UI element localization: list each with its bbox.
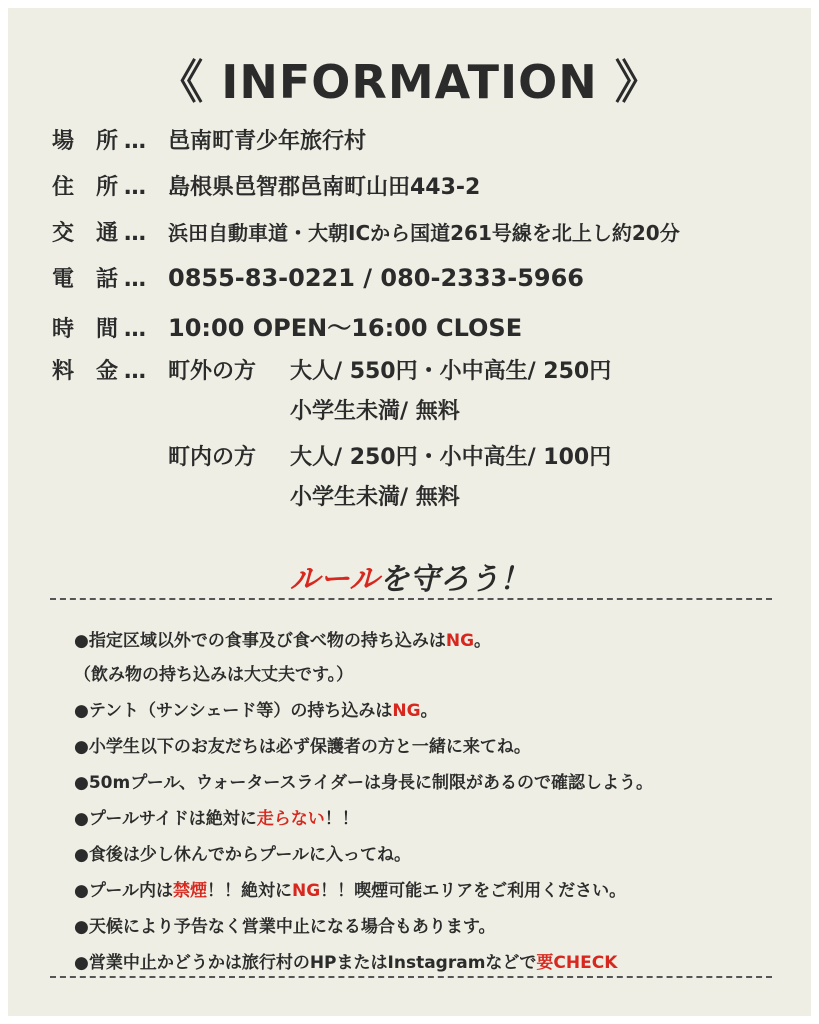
- info-value: 0855-83-0221 / 080-2333-5966: [168, 264, 585, 292]
- fee-who: 町内の方: [168, 445, 257, 470]
- info-dots: …: [124, 267, 146, 292]
- rule-item: ●テント（サンシェード等）の持ち込みはNG。: [74, 701, 438, 721]
- info-label: 住 所: [52, 175, 119, 200]
- fee-line: 小学生未満/ 無料: [290, 485, 460, 510]
- info-label: 電 話: [52, 267, 119, 292]
- info-dots: …: [124, 317, 146, 342]
- info-label: 場 所: [52, 129, 119, 154]
- info-dots: …: [124, 359, 146, 384]
- fee-prices: 大人/ 550円・小中高生/ 250円: [290, 359, 612, 384]
- rule-item: ●天候により予告なく営業中止になる場合もあります。: [74, 917, 496, 937]
- rule-item: （飲み物の持ち込みは大丈夫です。）: [74, 665, 354, 685]
- rule-item: ●指定区域以外での食事及び食べ物の持ち込みはNG。: [74, 631, 492, 651]
- divider-top: [50, 598, 772, 600]
- info-row-fee: [52, 354, 168, 385]
- page-title: 《 INFORMATION 》: [157, 55, 662, 109]
- info-row-hours: [52, 308, 522, 343]
- info-value: 10:00 OPEN〜16:00 CLOSE: [168, 314, 523, 342]
- divider-bottom: [50, 976, 772, 978]
- rule-item: ●プール内は禁煙！！絶対にNG！！喫煙可能エリアをご利用ください。: [74, 881, 627, 901]
- rule-item: ●50mプール、ウォータースライダーは身長に制限があるので確認しよう。: [74, 773, 653, 793]
- rule-item: ●営業中止かどうかは旅行村のHPまたはInstagramなどで要CHECK: [74, 953, 618, 973]
- rules-heading-red: ルール: [289, 562, 380, 597]
- info-row-access: [52, 216, 680, 247]
- info-dots: …: [124, 221, 146, 246]
- rules-heading-rest: を守ろう！: [379, 562, 530, 597]
- information-card: [8, 8, 811, 1016]
- fee-line: [168, 354, 611, 385]
- fee-line: [168, 440, 611, 471]
- info-value: 浜田自動車道・大朝ICから国道261号線を北上し約20分: [168, 221, 680, 245]
- rule-item: ●小学生以下のお友だちは必ず保護者の方と一緒に来てね。: [74, 737, 531, 757]
- fee-who: 町外の方: [168, 359, 257, 384]
- info-label: 交 通: [52, 221, 119, 246]
- fee-prices: 大人/ 250円・小中高生/ 100円: [290, 445, 612, 470]
- info-row-place: [52, 124, 366, 155]
- info-dots: …: [124, 129, 146, 154]
- info-label: 時 間: [52, 317, 119, 342]
- info-label: 料 金: [52, 359, 119, 384]
- rule-item: ●食後は少し休んでからプールに入ってね。: [74, 845, 411, 865]
- info-value: 島根県邑智郡邑南町山田443-2: [168, 175, 481, 200]
- info-dots: …: [124, 175, 146, 200]
- info-value: 邑南町青少年旅行村: [168, 129, 367, 154]
- info-row-address: [52, 170, 480, 201]
- info-row-phone: [52, 262, 584, 293]
- rules-heading: [8, 554, 811, 598]
- rule-item: ●プールサイドは絶対に走らない！！: [74, 809, 359, 829]
- fee-line: 小学生未満/ 無料: [290, 399, 460, 424]
